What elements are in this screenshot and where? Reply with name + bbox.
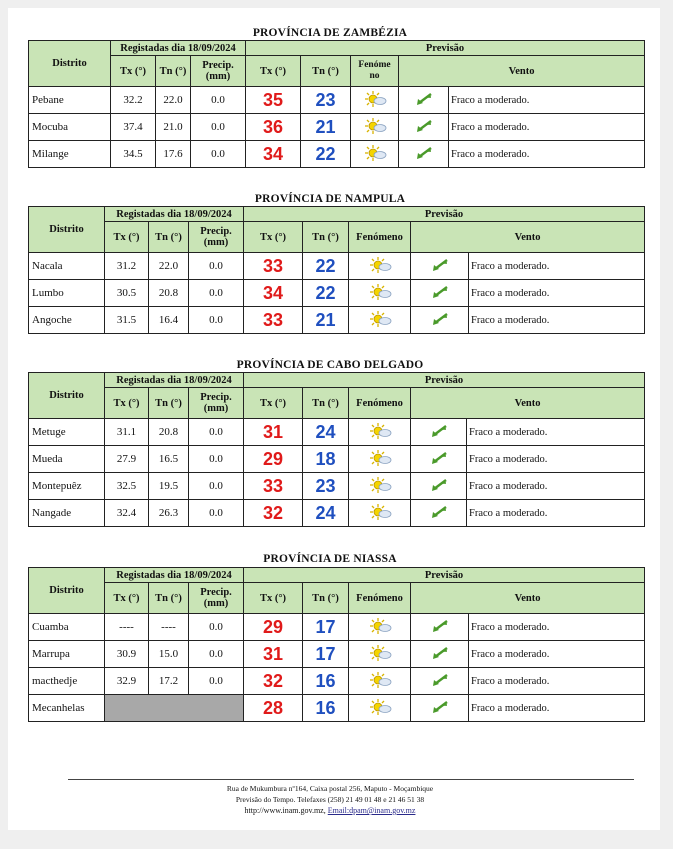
wind-direction-cell [411, 419, 467, 446]
tn-registada-cell: 16.5 [149, 446, 189, 473]
distrito-cell: Pebane [29, 87, 111, 114]
tx-previsao-cell: 29 [244, 446, 303, 473]
sun-cloud-icon [368, 485, 392, 497]
vento-cell: Fraco a moderado. [469, 641, 645, 668]
header-previsao: Previsão [244, 373, 645, 388]
table-row [29, 446, 645, 473]
vento-cell: Fraco a moderado. [469, 253, 645, 280]
header-registadas: Registadas dia 18/09/2024 [105, 373, 244, 388]
distrito-cell: Mocuba [29, 114, 111, 141]
forecast-table-zambezia [28, 40, 645, 168]
wind-direction-cell [411, 473, 467, 500]
tx-previsao-cell: 33 [244, 307, 303, 334]
wind-direction-cell [411, 641, 469, 668]
vento-cell: Fraco a moderado. [449, 87, 645, 114]
table-row [29, 114, 645, 141]
distrito-cell: Nangade [29, 500, 105, 527]
sun-cloud-icon [368, 626, 392, 638]
tx-previsao-cell: 33 [244, 253, 303, 280]
tx-previsao-cell: 34 [244, 280, 303, 307]
tx-registada-cell: 30.9 [105, 641, 149, 668]
header-tn-reg: Tn (°) [149, 388, 189, 419]
header-distrito: Distrito [29, 373, 105, 419]
vento-cell: Fraco a moderado. [467, 419, 645, 446]
tn-previsao-cell: 17 [303, 641, 349, 668]
vento-cell: Fraco a moderado. [469, 695, 645, 722]
wind-direction-cell [411, 614, 469, 641]
wind-direction-cell [411, 307, 469, 334]
sun-cloud-icon [363, 126, 387, 138]
vento-cell: Fraco a moderado. [469, 668, 645, 695]
precip-cell: 0.0 [189, 641, 244, 668]
sun-cloud-icon [368, 319, 392, 331]
wind-direction-cell [411, 253, 469, 280]
tx-registada-cell: 32.4 [105, 500, 149, 527]
tn-registada-cell: 21.0 [156, 114, 191, 141]
fenomeno-cell [349, 446, 411, 473]
forecast-table-nampula [28, 206, 645, 334]
tx-previsao-cell: 28 [244, 695, 303, 722]
table-row [29, 253, 645, 280]
footer-phone: Previsão do Tempo. Telefaxes (258) 21 49 01 48 e 21 46 51 38 [235, 795, 425, 804]
province-title-cabo-delgado: PROVÍNCIA DE CABO DELGADO [236, 359, 424, 371]
tx-registada-cell: 32.5 [105, 473, 149, 500]
header-previsao: Previsão [244, 568, 645, 583]
header-tn-reg: Tn (°) [149, 222, 189, 253]
header-previsao: Previsão [244, 207, 645, 222]
footer-email-link[interactable]: Email:dpam@inam.gov.mz [327, 806, 416, 815]
vento-cell: Fraco a moderado. [467, 500, 645, 527]
tn-registada-cell: 16.4 [149, 307, 189, 334]
tn-registada-cell: 26.3 [149, 500, 189, 527]
sun-cloud-icon [363, 153, 387, 165]
wind-arrow-icon [429, 484, 449, 496]
tx-previsao-cell: 33 [244, 473, 303, 500]
precip-cell: 0.0 [189, 253, 244, 280]
tx-previsao-cell: 34 [246, 141, 301, 168]
header-fenomeno: Fenómeno [349, 583, 411, 614]
wind-arrow-icon [430, 706, 450, 718]
tn-previsao-cell: 24 [303, 500, 349, 527]
tn-previsao-cell: 22 [303, 280, 349, 307]
footer-url-link[interactable]: http://www.inam.gov.mz, [244, 806, 326, 815]
vento-cell: Fraco a moderado. [449, 141, 645, 168]
header-registadas: Registadas dia 18/09/2024 [105, 207, 244, 222]
header-fenomeno: Fenómeno [349, 222, 411, 253]
province-title-niassa: PROVÍNCIA DE NIASSA [263, 553, 397, 565]
distrito-cell: Mueda [29, 446, 105, 473]
precip-cell: 0.0 [191, 87, 246, 114]
table-row [29, 141, 645, 168]
wind-arrow-icon [430, 679, 450, 691]
wind-direction-cell [399, 141, 449, 168]
table-row [29, 87, 645, 114]
distrito-cell: Marrupa [29, 641, 105, 668]
footer-address: Rua de Mukumbura nº164, Caixa postal 256, Maputo - Moçambique [226, 784, 434, 793]
tn-registada-cell: 17.2 [149, 668, 189, 695]
precip-cell: 0.0 [189, 446, 244, 473]
wind-direction-cell [411, 446, 467, 473]
tn-previsao-cell: 24 [303, 419, 349, 446]
header-distrito: Distrito [29, 207, 105, 253]
header-vento: Vento [399, 56, 645, 87]
header-tx: Tx (°) [246, 56, 301, 87]
tx-registada-cell: 32.9 [105, 668, 149, 695]
fenomeno-cell [349, 253, 411, 280]
tx-registada-cell: ---- [105, 614, 149, 641]
fenomeno-cell [349, 419, 411, 446]
header-tn: Tn (°) [303, 388, 349, 419]
distrito-cell: Montepuêz [29, 473, 105, 500]
distrito-cell: Metuge [29, 419, 105, 446]
precip-cell: 0.0 [189, 280, 244, 307]
fenomeno-cell [349, 695, 411, 722]
tx-registada-cell: 32.2 [111, 87, 156, 114]
vento-cell: Fraco a moderado. [467, 446, 645, 473]
wind-arrow-icon [430, 652, 450, 664]
distrito-cell: Milange [29, 141, 111, 168]
fenomeno-cell [349, 280, 411, 307]
tn-registada-cell: 20.8 [149, 280, 189, 307]
precip-cell: 0.0 [191, 114, 246, 141]
wind-arrow-icon [429, 511, 449, 523]
header-precip: Precip. (mm) [189, 222, 244, 253]
table-row [29, 500, 645, 527]
precip-cell: 0.0 [189, 500, 244, 527]
table-row [29, 419, 645, 446]
vento-cell: Fraco a moderado. [469, 307, 645, 334]
vento-cell: Fraco a moderado. [469, 280, 645, 307]
header-tn: Tn (°) [301, 56, 351, 87]
header-vento: Vento [411, 583, 645, 614]
fenomeno-cell [349, 641, 411, 668]
tx-registada-cell: 31.1 [105, 419, 149, 446]
header-tn: Tn (°) [303, 583, 349, 614]
wind-arrow-icon [430, 318, 450, 330]
footer-divider [68, 779, 634, 780]
province-title-nampula: PROVÍNCIA DE NAMPULA [254, 193, 406, 205]
tn-previsao-cell: 16 [303, 695, 349, 722]
precip-cell: 0.0 [189, 614, 244, 641]
tx-previsao-cell: 31 [244, 419, 303, 446]
sun-cloud-icon [368, 458, 392, 470]
tn-previsao-cell: 22 [303, 253, 349, 280]
tn-registada-cell: 22.0 [156, 87, 191, 114]
header-precip: Precip. (mm) [191, 56, 246, 87]
sun-cloud-icon [368, 707, 392, 719]
wind-direction-cell [399, 114, 449, 141]
wind-direction-cell [411, 280, 469, 307]
sun-cloud-icon [368, 431, 392, 443]
tn-previsao-cell: 21 [301, 114, 351, 141]
wind-direction-cell [411, 695, 469, 722]
header-tn: Tn (°) [303, 222, 349, 253]
table-row [29, 473, 645, 500]
wind-arrow-icon [430, 291, 450, 303]
tx-previsao-cell: 36 [246, 114, 301, 141]
tn-registada-cell: 17.6 [156, 141, 191, 168]
forecast-table-cabo-delgado [28, 372, 645, 527]
vento-cell: Fraco a moderado. [467, 473, 645, 500]
sun-cloud-icon [368, 265, 392, 277]
tx-previsao-cell: 32 [244, 668, 303, 695]
header-fenomeno: Fenómeno [349, 388, 411, 419]
header-tx-reg: Tx (°) [105, 222, 149, 253]
tx-previsao-cell: 31 [244, 641, 303, 668]
fenomeno-cell [351, 87, 399, 114]
header-previsao: Previsão [246, 41, 645, 56]
table-row [29, 641, 645, 668]
header-precip: Precip. (mm) [189, 388, 244, 419]
fenomeno-cell [351, 141, 399, 168]
tx-previsao-cell: 32 [244, 500, 303, 527]
vento-cell: Fraco a moderado. [449, 114, 645, 141]
wind-arrow-icon [429, 457, 449, 469]
header-tx: Tx (°) [244, 222, 303, 253]
tn-registada-cell: 19.5 [149, 473, 189, 500]
header-registadas: Registadas dia 18/09/2024 [105, 568, 244, 583]
tn-registada-cell: 22.0 [149, 253, 189, 280]
tx-previsao-cell: 35 [246, 87, 301, 114]
tx-registada-cell: 34.5 [111, 141, 156, 168]
precip-cell: 0.0 [189, 419, 244, 446]
tn-previsao-cell: 22 [301, 141, 351, 168]
header-vento: Vento [411, 222, 645, 253]
tn-previsao-cell: 23 [303, 473, 349, 500]
sun-cloud-icon [363, 99, 387, 111]
fenomeno-cell [351, 114, 399, 141]
distrito-cell: Angoche [29, 307, 105, 334]
wind-direction-cell [411, 668, 469, 695]
wind-arrow-icon [430, 264, 450, 276]
precip-cell: 0.0 [189, 473, 244, 500]
wind-arrow-icon [414, 152, 434, 164]
tn-previsao-cell: 17 [303, 614, 349, 641]
tn-previsao-cell: 16 [303, 668, 349, 695]
tx-registada-cell: 30.5 [105, 280, 149, 307]
registadas-missing-cell [105, 695, 244, 722]
wind-arrow-icon [414, 125, 434, 137]
header-vento: Vento [411, 388, 645, 419]
fenomeno-cell [349, 500, 411, 527]
footer-contacts [0, 806, 660, 816]
distrito-cell: Nacala [29, 253, 105, 280]
precip-cell: 0.0 [191, 141, 246, 168]
header-tx: Tx (°) [244, 388, 303, 419]
header-registadas: Registadas dia 18/09/2024 [111, 41, 246, 56]
tx-registada-cell: 31.5 [105, 307, 149, 334]
distrito-cell: macthedje [29, 668, 105, 695]
header-distrito: Distrito [29, 41, 111, 87]
header-tx: Tx (°) [244, 583, 303, 614]
header-tx-reg: Tx (°) [105, 583, 149, 614]
distrito-cell: Mecanhelas [29, 695, 105, 722]
province-title-zambezia: PROVÍNCIA DE ZAMBÉZIA [252, 27, 408, 39]
table-row [29, 307, 645, 334]
wind-arrow-icon [430, 625, 450, 637]
precip-cell: 0.0 [189, 668, 244, 695]
header-precip: Precip. (mm) [189, 583, 244, 614]
header-tn-reg: Tn (°) [156, 56, 191, 87]
tn-previsao-cell: 21 [303, 307, 349, 334]
vento-cell: Fraco a moderado. [469, 614, 645, 641]
fenomeno-cell [349, 668, 411, 695]
tn-previsao-cell: 23 [301, 87, 351, 114]
tn-registada-cell: ---- [149, 614, 189, 641]
tn-registada-cell: 20.8 [149, 419, 189, 446]
header-tn-reg: Tn (°) [149, 583, 189, 614]
header-fenomeno: Fenóme no [351, 56, 399, 87]
header-tx-reg: Tx (°) [105, 388, 149, 419]
fenomeno-cell [349, 473, 411, 500]
table-row [29, 280, 645, 307]
forecast-table-niassa [28, 567, 645, 722]
tx-previsao-cell: 29 [244, 614, 303, 641]
sun-cloud-icon [368, 292, 392, 304]
table-row [29, 614, 645, 641]
header-distrito: Distrito [29, 568, 105, 614]
wind-direction-cell [411, 500, 467, 527]
tx-registada-cell: 31.2 [105, 253, 149, 280]
distrito-cell: Lumbo [29, 280, 105, 307]
wind-arrow-icon [429, 430, 449, 442]
wind-direction-cell [399, 87, 449, 114]
header-tx-reg: Tx (°) [111, 56, 156, 87]
sun-cloud-icon [368, 512, 392, 524]
table-row [29, 668, 645, 695]
tn-registada-cell: 15.0 [149, 641, 189, 668]
tx-registada-cell: 27.9 [105, 446, 149, 473]
tn-previsao-cell: 18 [303, 446, 349, 473]
distrito-cell: Cuamba [29, 614, 105, 641]
tx-registada-cell: 37.4 [111, 114, 156, 141]
fenomeno-cell [349, 614, 411, 641]
fenomeno-cell [349, 307, 411, 334]
precip-cell: 0.0 [189, 307, 244, 334]
wind-arrow-icon [414, 98, 434, 110]
table-row [29, 695, 645, 722]
sun-cloud-icon [368, 680, 392, 692]
sun-cloud-icon [368, 653, 392, 665]
